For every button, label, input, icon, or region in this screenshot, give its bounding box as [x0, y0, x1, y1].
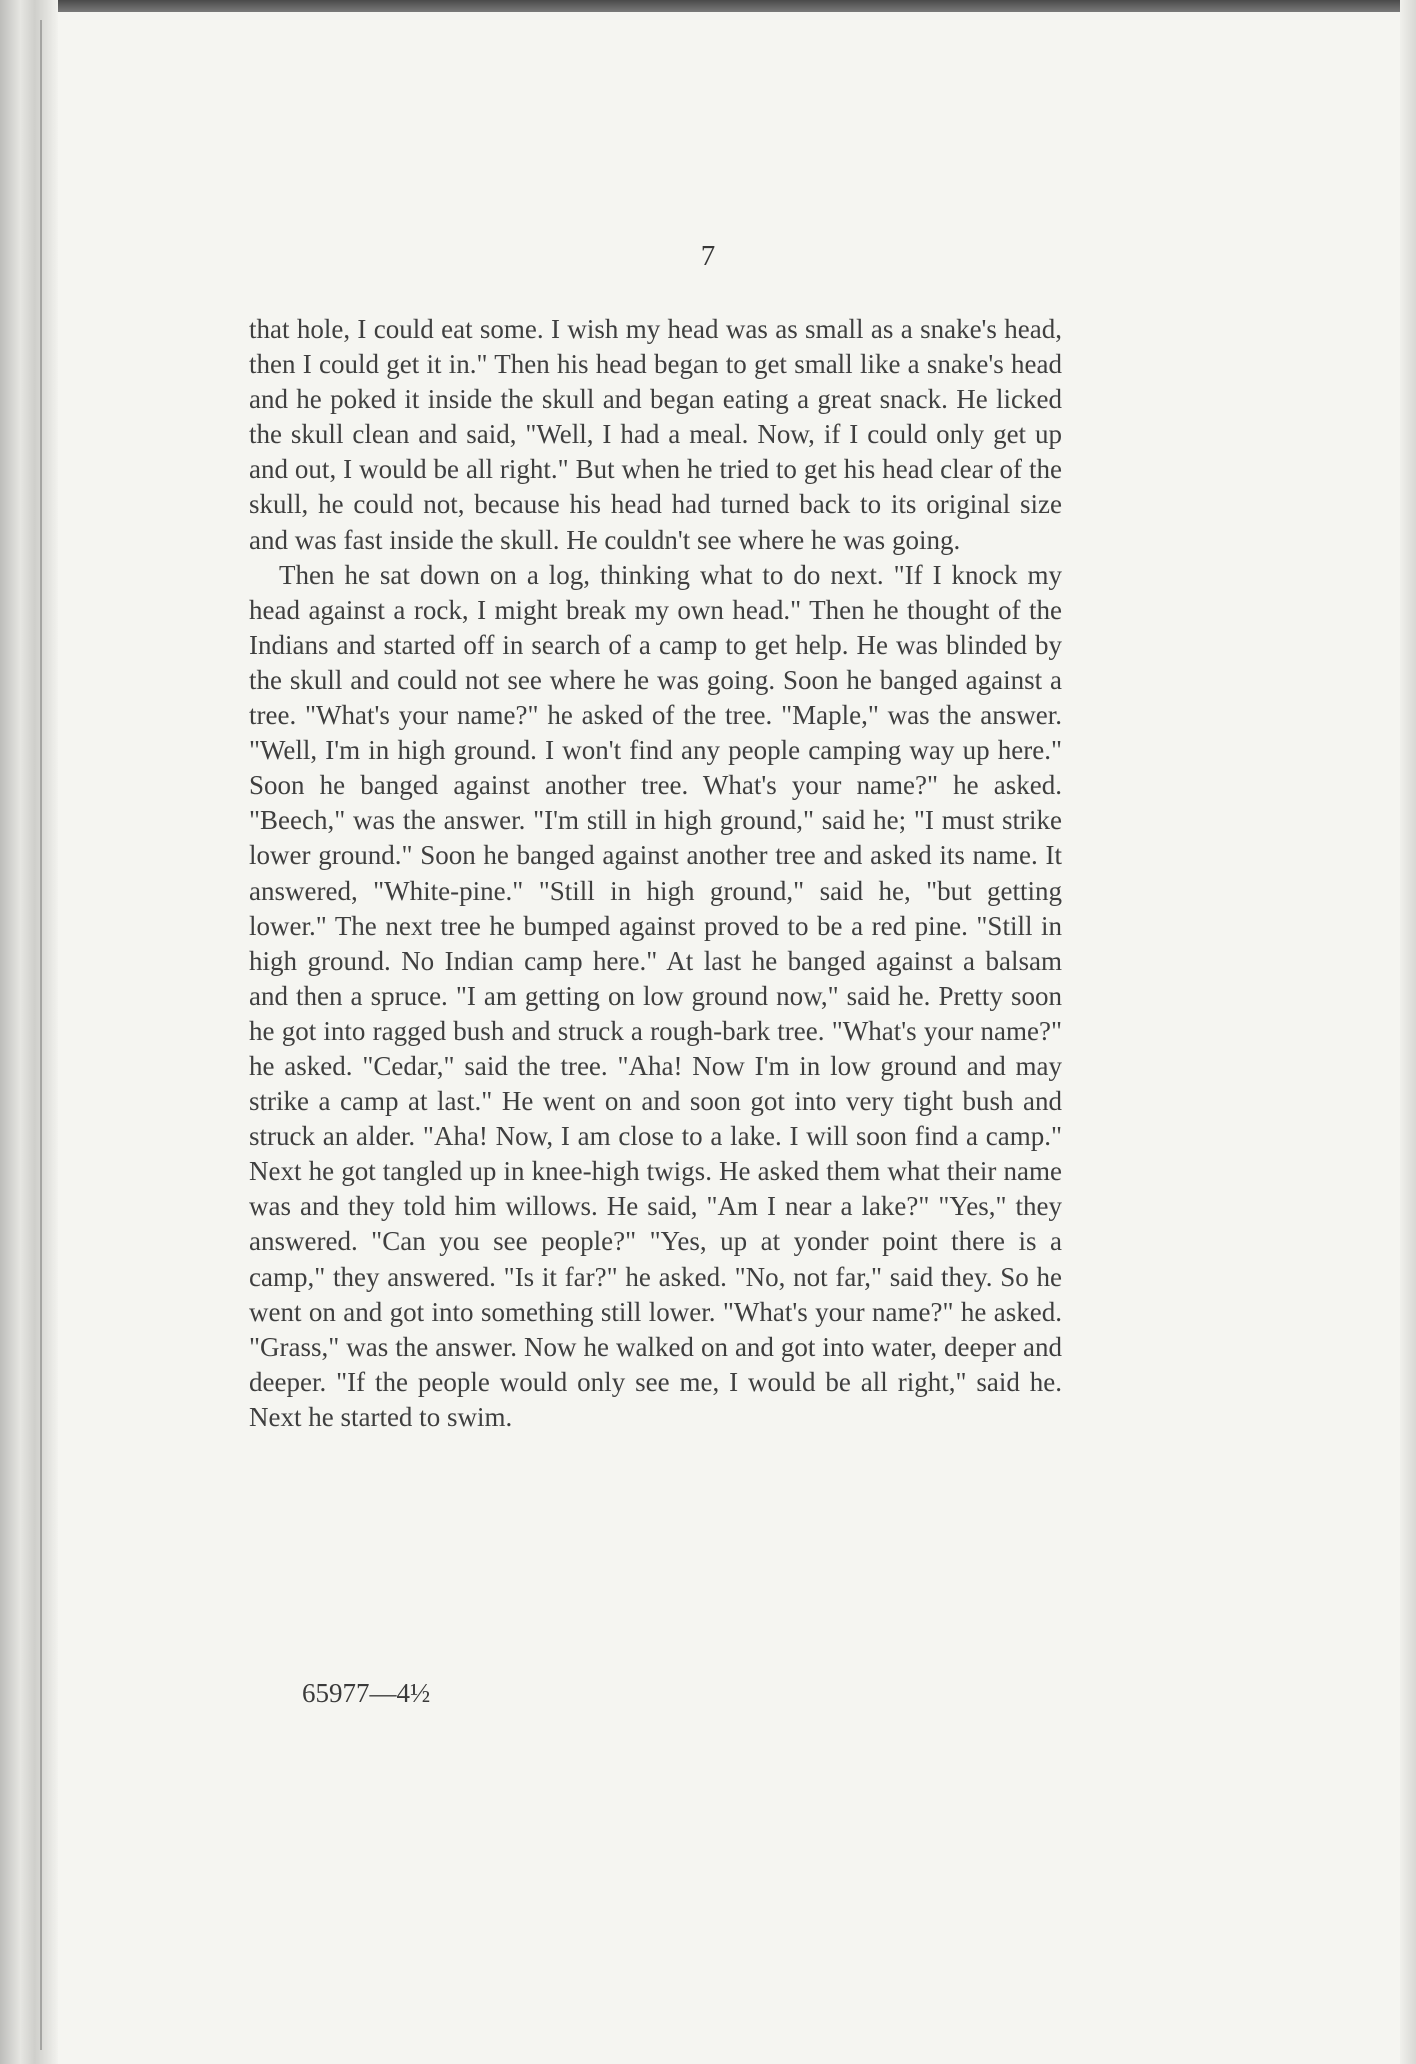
- scan-right-edge: [1400, 0, 1416, 2064]
- scan-top-edge: [0, 0, 1416, 12]
- body-text: [249, 312, 1062, 1435]
- scan-binding-edge: [0, 0, 58, 2064]
- paragraph: Then he sat down on a log, thinking what to do next. "If I knock my head against a rock, I might break my own head." Then he thought of the Indians and started off in search of a camp to get help. He was blinded by the skull and could not see where he was going. Soon he banged against a tree. "What's your name?" he asked of the tree. "Maple," was the answer. "Well, I'm in high ground. I won't find any people camping way up here." Soon he banged against another tree. What's your name?" he asked. "Beech," was the answer. "I'm still in high ground," said he; "I must strike lower ground." Soon he banged against another tree and asked its name. It answered, "White-pine." "Still in high ground," said he, "but getting lower." The next tree he bumped against proved to be a red pine. "Still in high ground. No Indian camp here." At last he banged against a balsam and then a spruce. "I am getting on low ground now," said he. Pretty soon he got into ragged bush and struck a rough-bark tree. "What's your name?" he asked. "Cedar," said the tree. "Aha! Now I'm in low ground and may strike a camp at last." He went on and soon got into very tight bush and struck an alder. "Aha! Now, I am close to a lake. I will soon find a camp." Next he got tangled up in knee-high twigs. He asked them what their name was and they told him willows. He said, "Am I near a lake?" "Yes," they answered. "Can you see people?" "Yes, up at yonder point there is a camp," they answered. "Is it far?" he asked. "No, not far," said they. So he went on and got into something still lower. "What's your name?" he asked. "Grass," was the answer. Now he walked on and got into water, deeper and deeper. "If the people would only see me, I would be all right," said he. Next he started to swim.: [249, 559, 1062, 1432]
- printer-signature-mark: 65977—4½: [302, 1678, 431, 1708]
- paragraph-continued: that hole, I could eat some. I wish my head was as small as a snake's head, then I could get it in." Then his head began to get small like a snake's head and he poked it inside the skull and began eating a great snack. He licked the skull clean and said, "Well, I had a meal. Now, if I could only get up and out, I would be all right." But when he tried to get his head clear of the skull, he could not, because his head had turned back to its original size and was fast inside the skull. He couldn't see where he was going.: [249, 314, 1062, 555]
- scan-binding-line: [40, 20, 42, 2050]
- page-number: 7: [700, 240, 716, 272]
